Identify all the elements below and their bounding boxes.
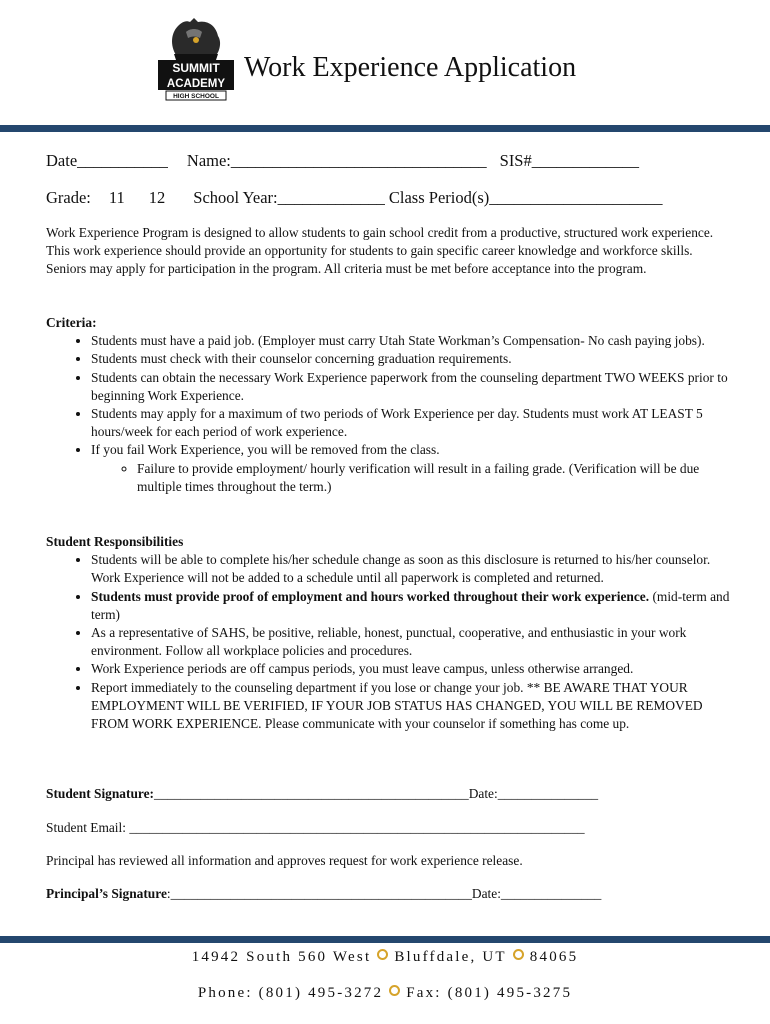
bullet-ring-icon bbox=[513, 949, 524, 960]
criteria-sublist bbox=[91, 460, 736, 496]
grade-year-period-row bbox=[46, 188, 663, 208]
principal-date-field[interactable]: Date:_______________ bbox=[471, 886, 602, 901]
student-date-field[interactable]: Date:_______________ bbox=[468, 786, 599, 801]
header-divider bbox=[0, 125, 770, 132]
bullet-ring-icon bbox=[389, 985, 400, 996]
footer-contact bbox=[0, 985, 770, 1002]
principal-signature-field[interactable]: :_____________________________________________ bbox=[166, 886, 472, 901]
criteria-section bbox=[46, 314, 736, 496]
logo-text-line3: HIGH SCHOOL bbox=[173, 93, 219, 100]
student-signature-field[interactable]: _______________________________________________ bbox=[154, 786, 469, 801]
responsibility-item: • Students will be able to complete his/her schedule change as soon as this disclosure is returned to his/her counselor. Work Experience will not be added to a schedule until all paperwork is completed and returned. bbox=[91, 551, 736, 587]
criteria-item: • Students must have a paid job. (Employer must carry Utah State Workman’s Compensation- No cash paying jobs). bbox=[91, 332, 736, 350]
responsibility-item: • Work Experience periods are off campus periods, you must leave campus, unless otherwise arranged. bbox=[91, 660, 736, 678]
criteria-sub-item: ◦ Failure to provide employment/ hourly verification will result in a failing grade. (Verification will be due multiple times throughout the term.) bbox=[137, 460, 736, 496]
responsibility-item bbox=[91, 588, 736, 624]
student-email-field[interactable]: ____________________________________________________________________ bbox=[129, 820, 585, 835]
sis-field[interactable]: SIS#_____________ bbox=[499, 151, 639, 170]
student-email-label: Student Email: bbox=[46, 820, 126, 835]
footer-city: Bluffdale, UT bbox=[394, 949, 507, 965]
criteria-item bbox=[91, 441, 736, 496]
responsibilities-list bbox=[46, 551, 736, 733]
page-title: Work Experience Application bbox=[244, 52, 577, 83]
footer-phone: Phone: (801) 495-3272 bbox=[197, 985, 384, 1001]
responsibility-item: • Report immediately to the counseling department if you lose or change your job. ** BE AWARE THAT YOUR EMPLOYMENT WILL BE VERIFIED, IF YOUR JOB STATUS HAS CHANGED, YOU WILL BE REMOVED FROM WORK EXPERIENCE. Please communicate with your counselor if something has come up. bbox=[91, 679, 736, 734]
responsibilities-section bbox=[46, 533, 736, 733]
grade-option-11[interactable]: 11 bbox=[108, 188, 125, 207]
footer-address bbox=[0, 949, 770, 966]
student-signature-row bbox=[46, 786, 598, 802]
student-signature-label: Student Signature: bbox=[46, 786, 155, 801]
responsibilities-heading: Student Responsibilities bbox=[46, 534, 184, 549]
student-email-row bbox=[46, 820, 585, 836]
criteria-item: • Students must check with their counselor concerning graduation requirements. bbox=[91, 350, 736, 368]
date-name-sis-row bbox=[46, 151, 639, 171]
footer-zip: 84065 bbox=[529, 949, 579, 965]
intro-paragraph bbox=[46, 224, 736, 279]
criteria-item-text: If you fail Work Experience, you will be removed from the class. bbox=[91, 442, 440, 458]
date-field[interactable]: Date___________ bbox=[46, 151, 168, 170]
logo-text-line2: ACADEMY bbox=[166, 78, 226, 90]
principal-signature-row bbox=[46, 886, 601, 902]
principal-statement: Principal has reviewed all information and approves request for work experience release. bbox=[46, 853, 523, 868]
intro-text: Work Experience Program is designed to allow students to gain school credit from a productive, structured work experience. This work experience should provide an opportunity for students to gain specific career knowledge and workforce skills. Seniors may apply for participation in the program. All criteria must be met before acceptance into the program. bbox=[46, 225, 714, 277]
criteria-heading: Criteria: bbox=[46, 315, 97, 330]
responsibility-item: • As a representative of SAHS, be positive, reliable, honest, punctual, cooperative, and enthusiastic in your work environment. Follow all workplace policies and procedures. bbox=[91, 624, 736, 660]
footer-divider bbox=[0, 936, 770, 943]
principal-signature-label: Principal’s Signature bbox=[46, 886, 167, 901]
grade-label: Grade: bbox=[46, 188, 91, 207]
footer-fax: Fax: (801) 495-3275 bbox=[406, 985, 573, 1001]
criteria-list bbox=[46, 332, 736, 496]
criteria-item: • Students may apply for a maximum of two periods of Work Experience per day. Students must work AT LEAST 5 hours/week for each period of work experience. bbox=[91, 405, 736, 441]
grade-option-12[interactable]: 12 bbox=[148, 188, 166, 207]
school-year-field[interactable]: School Year:_____________ bbox=[193, 188, 385, 207]
responsibility-rest-text: (mid-term and term) bbox=[91, 588, 730, 622]
logo-text-line1: SUMMIT bbox=[172, 61, 220, 75]
criteria-item: • Students can obtain the necessary Work Experience paperwork from the counseling department TWO WEEKS prior to beginning Work Experience. bbox=[91, 369, 736, 405]
responsibility-bold-text: Students must provide proof of employment and hours worked throughout their work experience. bbox=[91, 588, 650, 604]
class-period-field[interactable]: Class Period(s)_____________________ bbox=[388, 188, 663, 207]
bullet-ring-icon bbox=[377, 949, 388, 960]
school-logo bbox=[156, 14, 236, 102]
name-field[interactable]: Name:_______________________________ bbox=[186, 151, 487, 170]
footer-street: 14942 South 560 West bbox=[191, 949, 372, 965]
